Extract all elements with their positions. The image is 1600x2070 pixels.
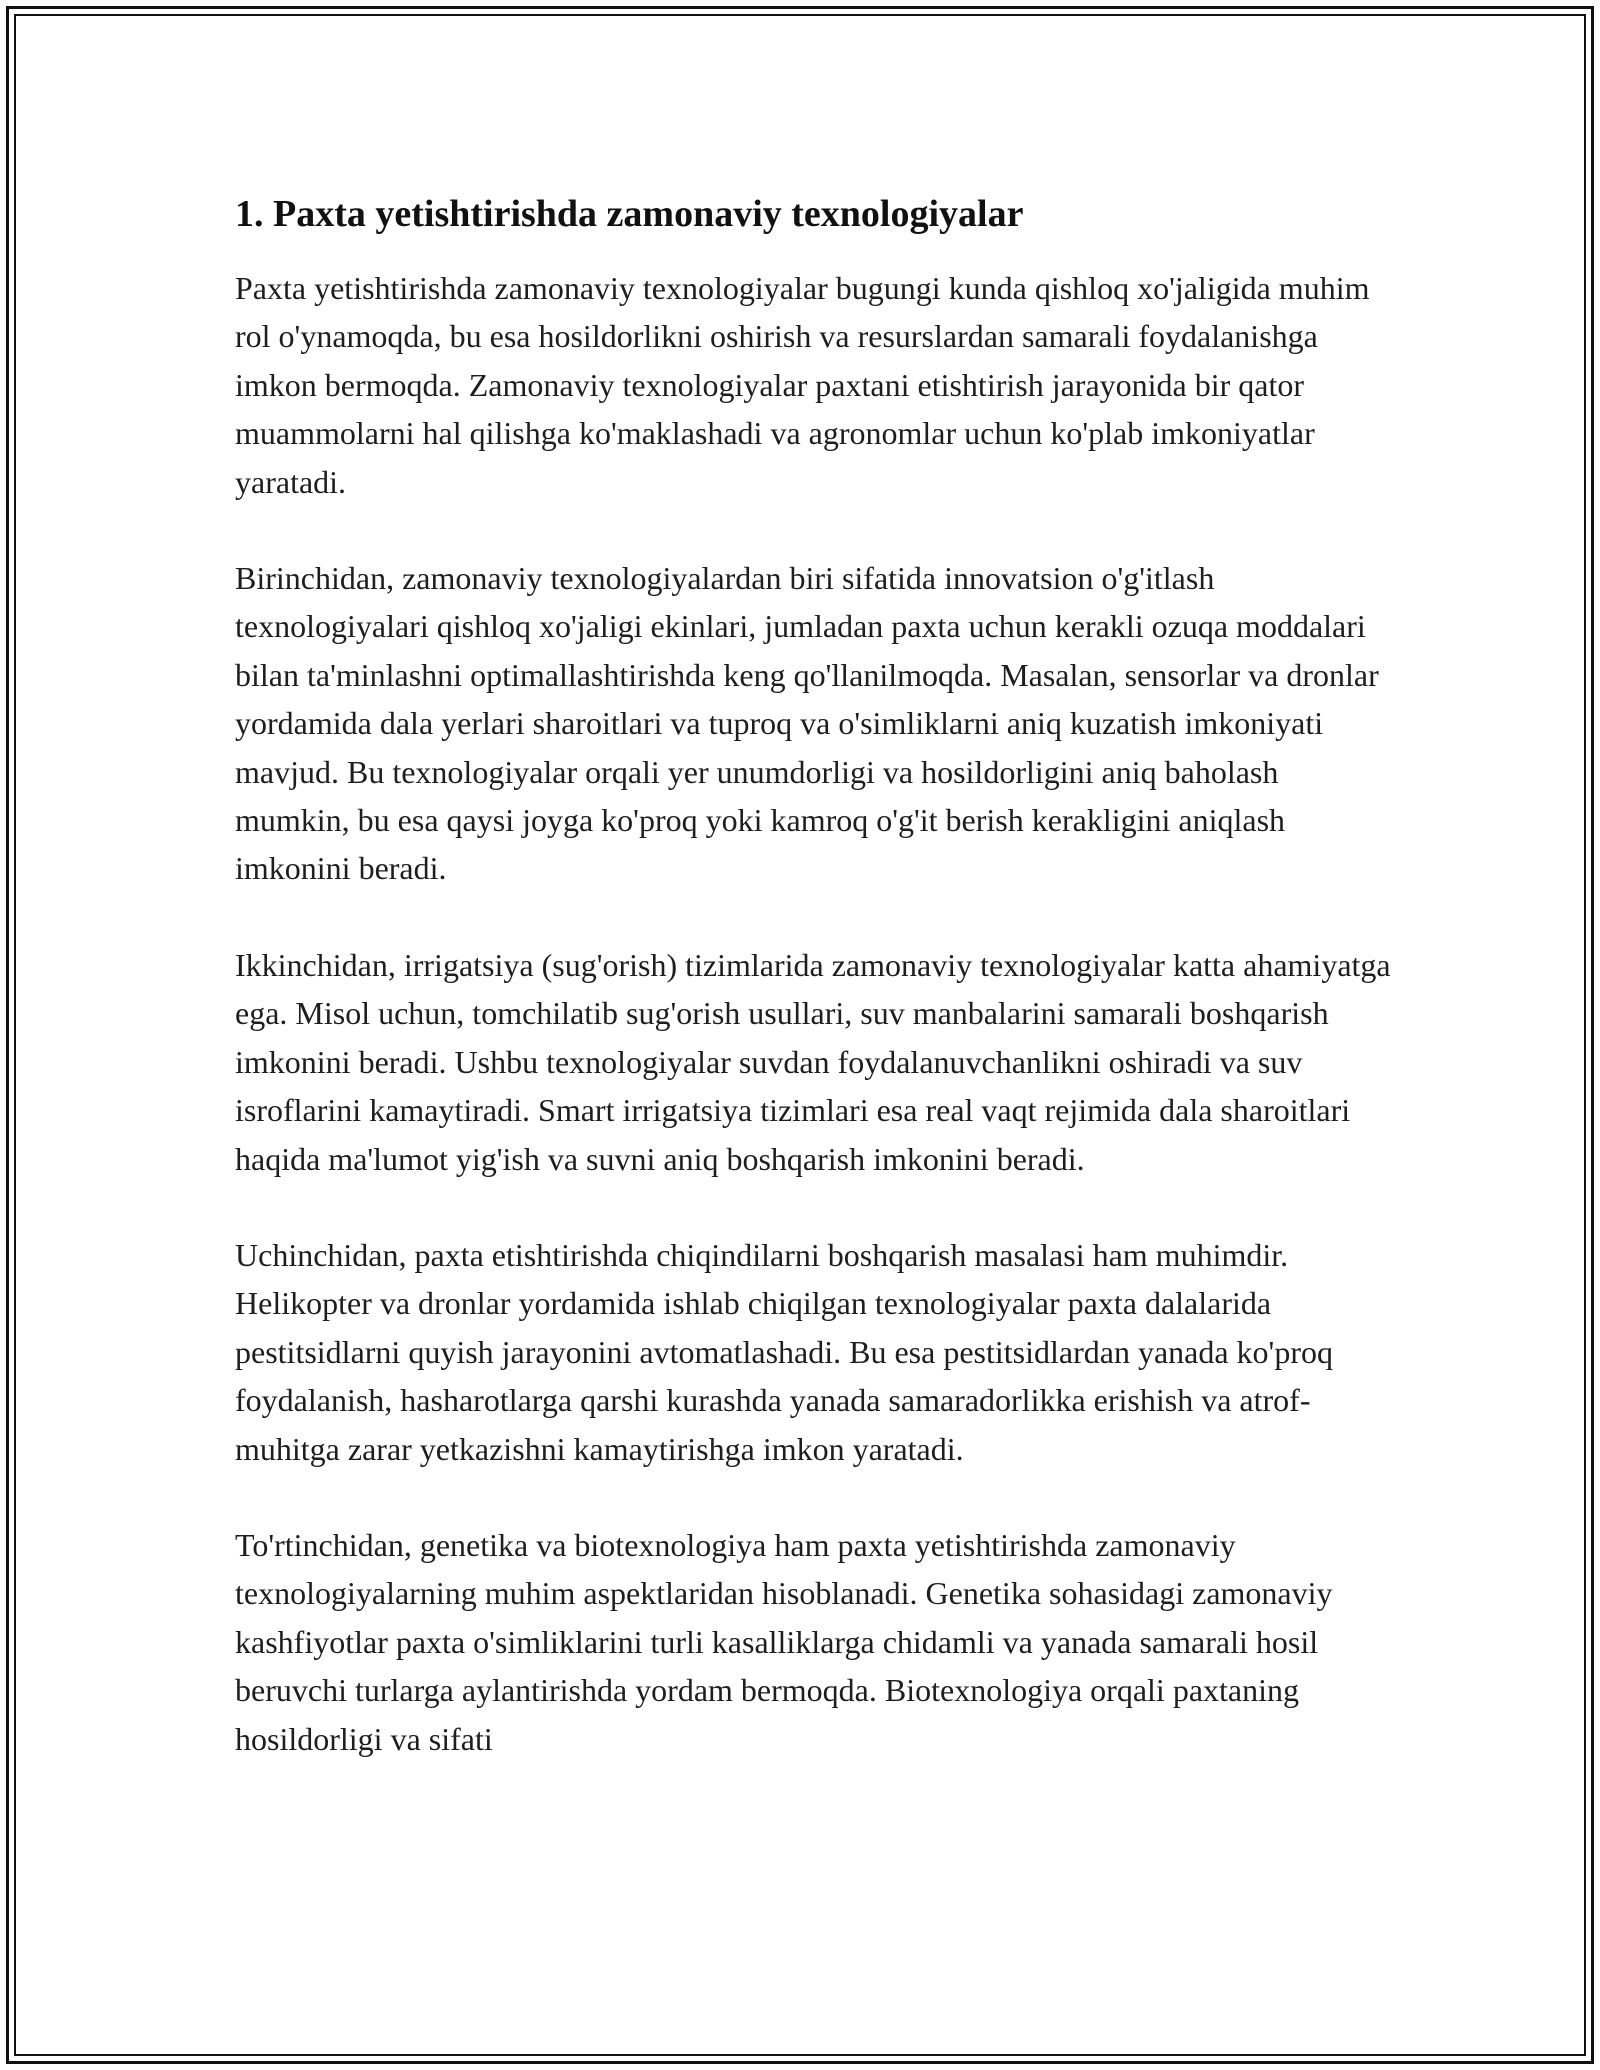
paragraph-second: Ikkinchidan, irrigatsiya (sug'orish) tizimlarida zamonaviy texnologiyalar katta ahamiyatga ega. Misol uchun, tomchilatib sug'orish usullari, suv manbalarini samarali boshqarish imkonini beradi. Ushbu texnologiyalar suvdan foydalanuvchanlikni oshiradi va suv isroflarini kamaytiradi. Smart irrigatsiya tizimlari esa real vaqt rejimida dala sharoitlari haqida ma'lumot yig'ish va suvni aniq boshqarish imkonini beradi. bbox=[235, 946, 1391, 1177]
paragraph-third: Uchinchidan, paxta etishtirishda chiqindilarni boshqarish masalasi ham muhimdir. Helikopter va dronlar yordamida ishlab chiqilgan texnologiyalar paxta dalalarida pestitsidlarni quyish jarayonini avtomatlashadi. Bu esa pestitsidlardan yanada ko'proq foydalanish, hasharotlarga qarshi kurashda yanada samaradorlikka erishish va atrof-muhitga zarar yetkazishni kamaytirishga imkon yaratadi. bbox=[235, 1236, 1333, 1467]
document-body bbox=[235, 186, 1395, 1763]
section-heading: 1. Paxta yetishtirishda zamonaviy texnologiyalar bbox=[235, 193, 1024, 235]
paragraph-intro: Paxta yetishtirishda zamonaviy texnologiyalar bugungi kunda qishloq xo'jaligida muhim rol o'ynamoqda, bu esa hosildorlikni oshirish va resurslardan samarali foydalanishga imkon bermoqda. Zamonaviy texnologiyalar paxtani etishtirish jarayonida bir qator muammolarni hal qilishga ko'maklashadi va agronomlar uchun ko'plab imkoniyatlar yaratadi. bbox=[235, 270, 1370, 500]
paragraph-first: Birinchidan, zamonaviy texnologiyalardan biri sifatida innovatsion o'g'itlash texnologiyalari qishloq xo'jaligi ekinlari, jumladan paxta uchun kerakli ozuqa moddalari bilan ta'minlashni optimallashtirishda keng qo'llanilmoqda. Masalan, sensorlar va dronlar yordamida dala yerlari sharoitlari va tuproq va o'simliklarni aniq kuzatish imkoniyati mavjud. Bu texnologiyalar orqali yer unumdorligi va hosildorligini aniq baholash mumkin, bu esa qaysi joyga ko'proq yoki kamroq o'g'it berish kerakligini aniqlash imkonini beradi. bbox=[235, 560, 1379, 887]
paragraph-fourth: To'rtinchidan, genetika va biotexnologiya ham paxta yetishtirishda zamonaviy texnologiyalarning muhim aspektlaridan hisoblanadi. Genetika sohasidagi zamonaviy kashfiyotlar paxta o'simliklarini turli kasalliklarga chidamli va yanada samarali hosil beruvchi turlarga aylantirishda yordam bermoqda. Biotexnologiya orqali paxtaning hosildorligi va sifati bbox=[235, 1526, 1333, 1757]
